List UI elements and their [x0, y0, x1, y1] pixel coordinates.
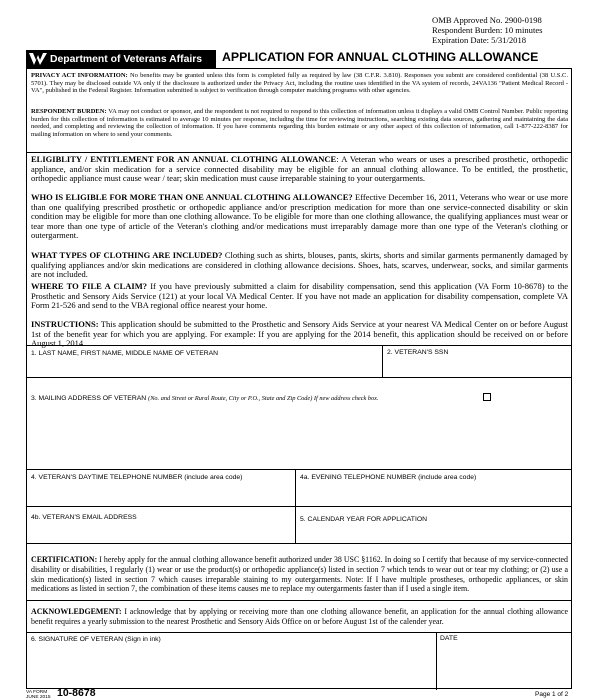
mailing-address-hint: (No. and Street or Rural Route, City or P.O., State and Zip Code) If new address check box. — [148, 395, 379, 402]
divider — [27, 345, 571, 346]
new-address-checkbox[interactable] — [483, 393, 491, 401]
divider — [27, 469, 571, 470]
more-than-one-text: Effective December 16, 2011, Veterans who wear or use more than one qualifying prescribed prosthetic or orthopedic appliance and/or prescription medication for more than one service-connected disability or skin condition may be eligible for more than one clothing allowance. To be eligible for more than one clothing allowance, the qualifying appliances must wear or tear more than one type of article of the Veteran's clothing and/or medications must irreparably damage more than one type of the Veteran's clothing or outergarment. — [31, 192, 568, 241]
page-number: Page 1 of 2 — [535, 691, 569, 698]
department-name: Department of Veterans Affairs — [50, 53, 203, 65]
acknowledgement-paragraph — [31, 607, 568, 627]
certification-paragraph — [31, 555, 568, 594]
certification-heading: CERTIFICATION: — [31, 555, 98, 564]
more-than-one-paragraph — [31, 193, 568, 241]
respondent-burden-text: VA may not conduct or sponsor, and the respondent is not required to respond to this collection of information unless it displays a valid OMB Control Number. Public reporting burden for this collection of information is estimated to average 10 minutes per response, including the time for reviewing instructions, searching existing data sources, gathering and maintaining the data needed, and completing and reviewing the collection of information. If you have comments regarding this burden estimate or any other aspect of this collection of information, call 1-877-222-8387 for mailing information on where to send your comments. — [31, 108, 569, 138]
evening-phone-label: 4a. EVENING TELEPHONE NUMBER (include area code) — [300, 474, 477, 481]
more-than-one-heading: WHO IS ELIGIBLE FOR MORE THAN ONE ANNUAL CLOTHING ALLOWANCE? — [31, 192, 353, 202]
omb-approved: OMB Approved No. 2900-0198 — [432, 15, 542, 25]
privacy-act-text: No benefits may be granted unless this form is completed fully as required by law (38 C.F.R. 3.810). Responses you submit are considered confidential (38 U.S.C. 5701). They may be disclosed outside VA only if the disclosure is authorized under the Privacy Act, including the routine uses identified in the VA system of records, 24VA136 "Patient Medical Record - VA", published in the Federal Register. Information submitted is subject to verification through computer matching programs with other agencies. — [31, 72, 569, 94]
respondent-burden-heading: RESPONDENT BURDEN: — [31, 108, 107, 115]
eligibility-heading: ELIGIBLITY / ENTITLEMENT FOR AN ANNUAL CLOTHING ALLOWANCE — [31, 154, 337, 164]
acknowledgement-text: I acknowledge that by applying or receiving more than one clothing allowance benefit, an application for the annual clothing allowance benefit requires a yearly submission to the nearest Prosthetic and Sensory Aids Office on or before August 1st of the calender year. — [31, 607, 568, 626]
va-seal-icon — [26, 50, 50, 68]
divider — [27, 377, 571, 378]
acknowledgement-heading: ACKNOWLEDGEMENT: — [31, 607, 122, 616]
clothing-types-paragraph — [31, 251, 568, 280]
respondent-burden-time: Respondent Burden: 10 minutes — [432, 25, 543, 35]
email-label: 4b. VETERAN'S EMAIL ADDRESS — [31, 514, 137, 521]
va-form-label: VA FORM — [26, 690, 48, 695]
eligibility-paragraph — [31, 155, 568, 184]
veteran-name-label: 1. LAST NAME, FIRST NAME, MIDDLE NAME OF VETERAN — [31, 350, 219, 357]
daytime-phone-label: 4. VETERAN'S DAYTIME TELEPHONE NUMBER (include area code) — [31, 474, 243, 481]
divider — [27, 152, 571, 153]
clothing-types-heading: WHAT TYPES OF CLOTHING ARE INCLUDED? — [31, 250, 223, 260]
clothing-types-text: Clothing such as shirts, blouses, pants, skirts, shorts and similar garments permanently damaged by qualifying appliances and/or skin medications are considered in clothing allowance decisions. Shoes, hats, scarves, underwear, socks, and similar garments are not included. — [31, 250, 568, 280]
where-to-file-heading: WHERE TO FILE A CLAIM? — [31, 281, 147, 291]
form-date: JUNE 2015 — [26, 695, 51, 700]
signature-label: 6. SIGNATURE OF VETERAN (Sign in ink) — [31, 636, 161, 643]
instructions-text: This application should be submitted to the Prosthetic and Sensory Aids Service at your nearest VA Medical Center on or before August 1st of the benefit year for which you are applying. For example: If you are applying for the 2014 benefit, this application should be received on or before August 1, 2014. — [31, 319, 568, 349]
calendar-year-label: 5. CALENDAR YEAR FOR APPLICATION — [300, 516, 428, 523]
mailing-address-label — [31, 395, 379, 402]
where-to-file-paragraph — [31, 282, 568, 311]
divider — [27, 632, 571, 633]
divider — [436, 632, 437, 690]
expiration-date: Expiration Date: 5/31/2018 — [432, 35, 527, 45]
divider — [27, 543, 571, 544]
form-title: APPLICATION FOR ANNUAL CLOTHING ALLOWANCE — [222, 50, 539, 64]
form-number: 10-8678 — [57, 687, 96, 699]
va-logo — [26, 50, 216, 68]
eligibility-text: : A Veteran who wears or uses a prescribed prosthetic, orthopedic appliance, and/or skin medication for a service connected disability may be eligible for an annual clothing allowance. To be entitled, the prosthetic, orthopedic appliance must cause wear / tear; skin medication must cause irreparable staining to your outergarments. — [31, 154, 568, 184]
divider — [382, 345, 383, 377]
mailing-address-title: 3. MAILING ADDRESS OF VETERAN — [31, 395, 147, 402]
veteran-ssn-label: 2. VETERAN'S SSN — [387, 349, 449, 356]
privacy-act-paragraph — [31, 72, 568, 95]
divider — [27, 600, 571, 601]
certification-text: I hereby apply for the annual clothing allowance benefit authorized under 38 USC §1162. In doing so I certify that because of my service-connected disability or disabilities, I regularly (1) wear or use the product(s) or orthopedic appliance(s) listed in section 7 which tends to wear out or tear my clothing; or (2) use a skin medication(s) listed in section 7 which causes irreparable staining to my outergarments. Note: If I have multiple prostheses, orthopedic appliances, or skin medications as listed in section 7, the combination of these items causes me to replace my outergarments faster than if I used a single item. — [31, 555, 568, 594]
instructions-heading: INSTRUCTIONS: — [31, 319, 99, 329]
where-to-file-text: If you have previously submitted a claim for disability compensation, send this application (VA Form 10-8678) to the Prosthetic and Sensory Aids Service (121) at your local VA Medical Center. If you have not made an application for disability compensation, complete VA Form 21-526 and send to the VBA regional office nearest your home. — [31, 281, 568, 311]
date-label: DATE — [440, 635, 458, 642]
respondent-burden-paragraph — [31, 108, 568, 138]
form-body — [26, 68, 572, 689]
divider — [27, 506, 571, 507]
privacy-act-heading: PRIVACY ACT INFORMATION: — [31, 72, 128, 79]
omb-info — [432, 15, 543, 45]
